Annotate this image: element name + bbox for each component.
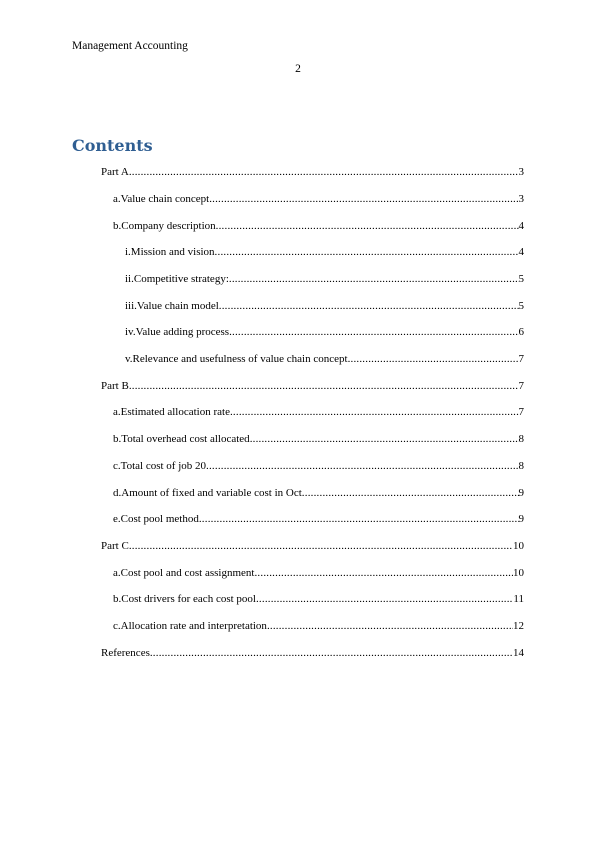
toc-entry-page: 9 (518, 487, 524, 499)
dot-leader (267, 619, 513, 633)
toc-entry-value-chain-concept[interactable] (113, 192, 524, 206)
toc-entry-label: c.Allocation rate and interpretation (113, 620, 267, 632)
dot-leader (256, 592, 513, 606)
dot-leader (229, 272, 519, 286)
toc-entry-competitive-strategy[interactable] (125, 272, 524, 286)
toc-entry-page: 11 (513, 593, 524, 605)
dot-leader (219, 299, 519, 313)
toc-entry-page: 10 (513, 567, 524, 579)
toc-entry-label: Part B (101, 380, 129, 392)
dot-leader (302, 486, 519, 500)
toc-entry-label: Part C (101, 540, 129, 552)
toc-entry-page: 14 (513, 647, 524, 659)
running-header: Management Accounting (72, 40, 188, 52)
toc-entry-page: 7 (518, 406, 524, 418)
dot-leader (229, 325, 518, 339)
toc-entry-page: 9 (518, 513, 524, 525)
dot-leader (209, 192, 518, 206)
toc-entry-label: e.Cost pool method (113, 513, 199, 525)
toc-entry-references[interactable] (101, 646, 524, 660)
contents-heading: Contents (72, 136, 153, 155)
toc-entry-label: i.Mission and vision (125, 246, 215, 258)
toc-entry-label: b.Cost drivers for each cost pool (113, 593, 256, 605)
toc-entry-cost-drivers[interactable] (113, 592, 524, 606)
toc-entry-label: ii.Competitive strategy: (125, 273, 229, 285)
toc-entry-page: 7 (518, 353, 524, 365)
toc-entry-page: 4 (518, 220, 524, 232)
toc-entry-cost-pool-method[interactable] (113, 512, 524, 526)
toc-entry-part-a[interactable] (101, 165, 524, 179)
toc-entry-value-chain-model[interactable] (125, 299, 524, 313)
toc-entry-value-adding-process[interactable] (125, 325, 524, 339)
toc-entry-page: 7 (518, 380, 524, 392)
toc-entry-page: 3 (518, 166, 524, 178)
toc-entry-label: b.Company description (113, 220, 216, 232)
dot-leader (150, 646, 513, 660)
toc-entry-total-cost-job-20[interactable] (113, 459, 524, 473)
toc-entry-label: Part A (101, 166, 129, 178)
dot-leader (216, 219, 519, 233)
toc-entry-estimated-allocation-rate[interactable] (113, 405, 524, 419)
toc-entry-part-c[interactable] (101, 539, 524, 553)
toc-entry-fixed-variable-cost[interactable] (113, 486, 524, 500)
toc-entry-label: a.Estimated allocation rate (113, 406, 230, 418)
toc-entry-page: 8 (518, 433, 524, 445)
toc-entry-label: d.Amount of fixed and variable cost in Oct (113, 487, 302, 499)
toc-entry-mission-and-vision[interactable] (125, 245, 524, 259)
toc-entry-label: v.Relevance and usefulness of value chain concept (125, 353, 348, 365)
toc-entry-label: iii.Value chain model (125, 300, 219, 312)
toc-entry-label: b.Total overhead cost allocated (113, 433, 250, 445)
toc-entry-page: 5 (518, 273, 524, 285)
toc-entry-part-b[interactable] (101, 379, 524, 393)
toc-entry-label: a.Value chain concept (113, 193, 210, 205)
dot-leader (129, 539, 513, 553)
toc-entry-page: 3 (518, 193, 524, 205)
toc-entry-total-overhead-cost[interactable] (113, 432, 524, 446)
toc-entry-page: 12 (513, 620, 524, 632)
toc-entry-company-description[interactable] (113, 219, 524, 233)
dot-leader (129, 379, 519, 393)
dot-leader (215, 245, 519, 259)
toc-entry-relevance-value-chain[interactable] (125, 352, 524, 366)
dot-leader (230, 405, 519, 419)
dot-leader (199, 512, 519, 526)
dot-leader (250, 432, 519, 446)
dot-leader (254, 566, 513, 580)
dot-leader (206, 459, 518, 473)
dot-leader (348, 352, 519, 366)
toc-entry-page: 6 (518, 326, 524, 338)
toc-entry-label: a.Cost pool and cost assignment (113, 567, 255, 579)
toc-entry-label: References (101, 647, 150, 659)
toc-entry-cost-pool-assignment[interactable] (113, 566, 524, 580)
toc-entry-page: 8 (518, 460, 524, 472)
dot-leader (129, 165, 519, 179)
toc-entry-page: 5 (518, 300, 524, 312)
toc-entry-page: 10 (513, 540, 524, 552)
toc-entry-label: iv.Value adding process (125, 326, 230, 338)
page-number: 2 (295, 63, 301, 75)
toc-entry-label: c.Total cost of job 20 (113, 460, 207, 472)
toc-entry-page: 4 (518, 246, 524, 258)
toc-entry-allocation-rate-interpretation[interactable] (113, 619, 524, 633)
